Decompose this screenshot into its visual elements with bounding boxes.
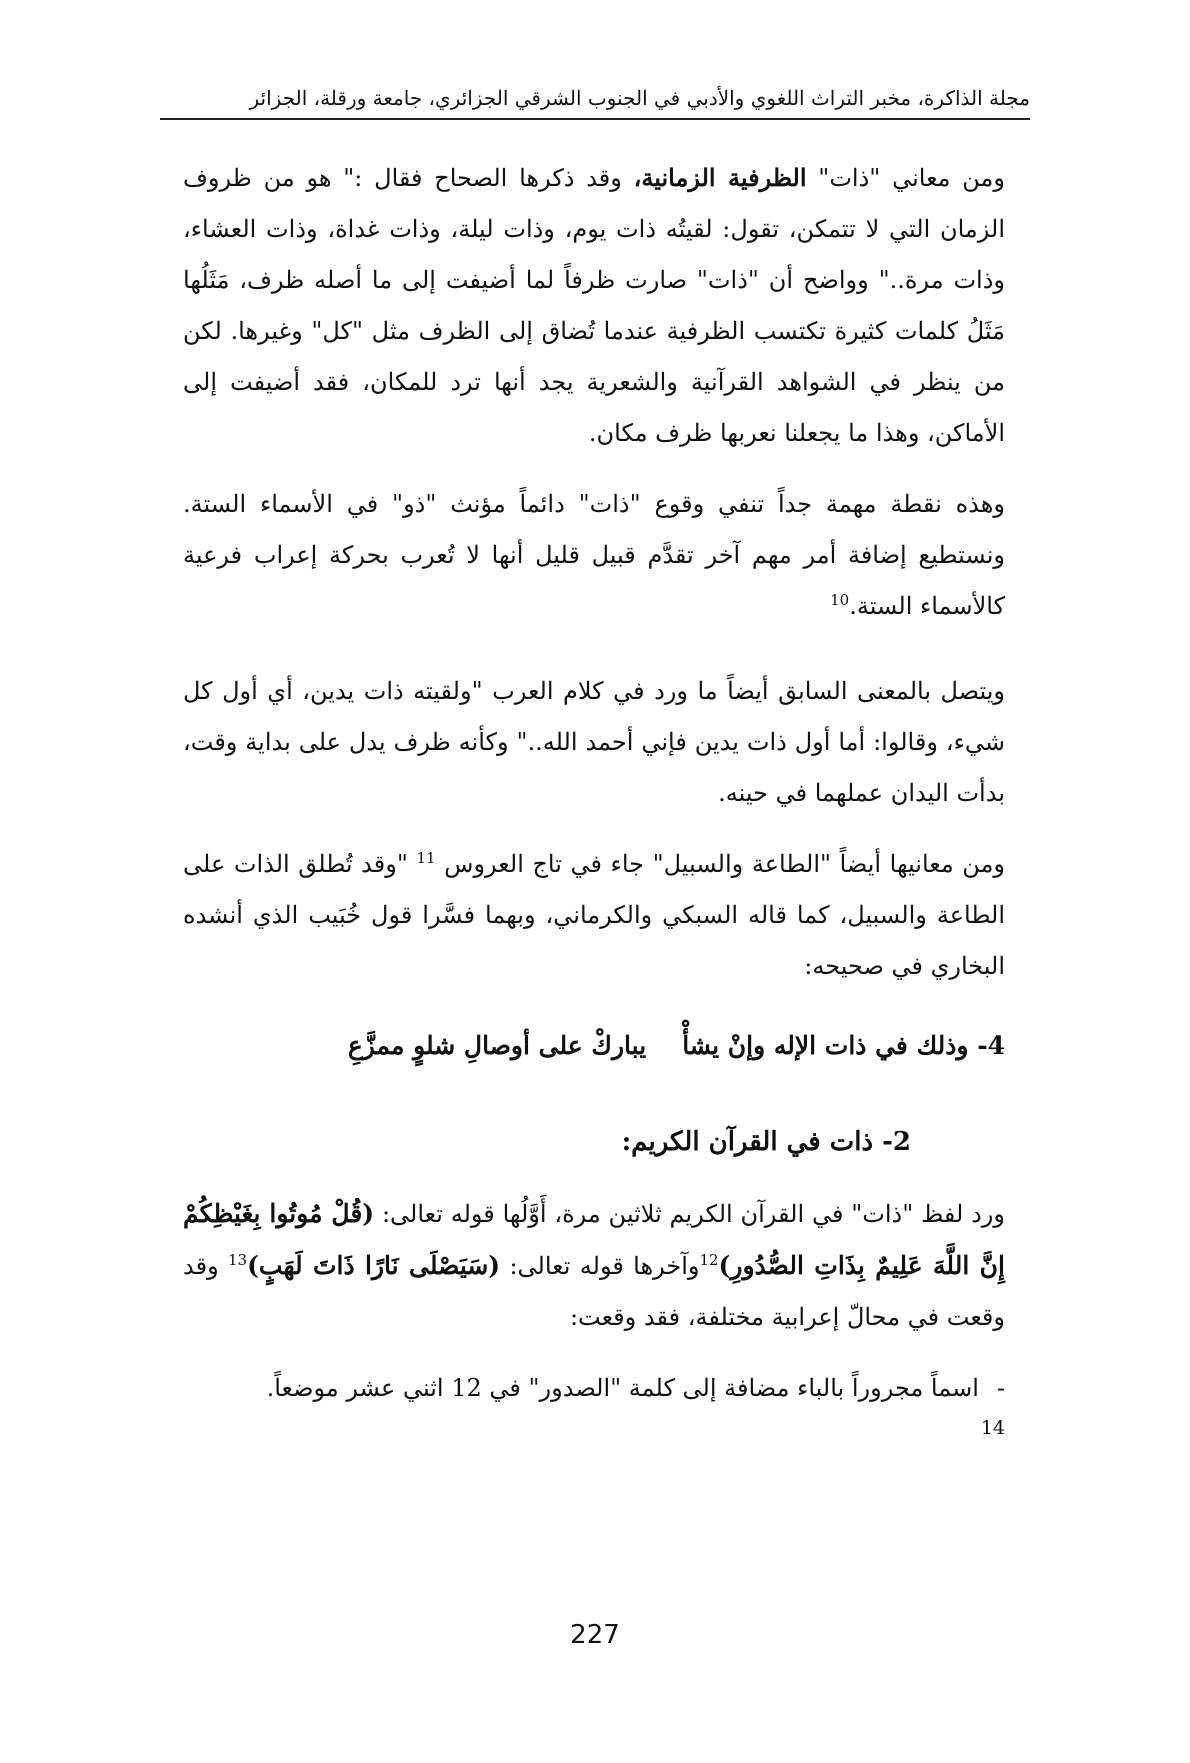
footnote-ref-10: 10 (830, 591, 850, 609)
verse-first-text: وذلك في ذات الإله وإنْ يشأْ (682, 1031, 969, 1060)
footnote-ref-11: 11 (416, 849, 436, 867)
paragraph-4 (183, 839, 1005, 992)
paragraph-1-rest: وقد ذكرها الصحاح فقال :" هو من ظروف الزمان التي لا تتمكن، تقول: لقيتُه ذات يوم، وذات ليلة، وذات غداة، وذات العشاء، وذات مرة.." وواضح أن "ذات" صارت ظرفاً لما أضيفت إلى ما أصله ظرف، مَثَلُها مَثَلُ كلمات كثيرة تكتسب الظرفية عندما تُضاق إلى الظرف مثل "كل" وغيرها. لكن من ينظر في الشواهد القرآنية والشعرية يجد أنها ترد للمكان، فقد أضيفت إلى الأماكن، وهذا ما يجعلنا نعربها ظرف مكان. (183, 164, 1005, 447)
page-number: 227 (570, 1620, 620, 1650)
paragraph-3: ويتصل بالمعنى السابق أيضاً ما ورد في كلام العرب "ولقيته ذات يدين، أي أول كل شيء، وقالوا: أما أول ذات يدين فإني أحمد الله.." وكأنه ظرف يدل على بداية وقت، بدأت اليدان عملهما في حينه. (183, 677, 1005, 807)
verse-number: 4- (977, 1031, 1005, 1060)
section-heading: 2- ذات في القرآن الكريم: (621, 1127, 911, 1157)
paragraph-1-intro: ومن معاني "ذات" (818, 164, 1005, 192)
paragraph-4-intro: ومن معانيها أيضاً "الطاعة والسبيل" جاء في تاج العروس (444, 850, 1006, 878)
paragraph-5-middle: وآخرها قوله تعالى: (509, 1252, 700, 1280)
paragraph-2-text: وهذه نقطة مهمة جداً تنفي وقوع "ذات" دائماً مؤنث "ذو" في الأسماء الستة. ونستطيع إضافة أمر مهم آخر تقدَّم قبيل قليل أنها لا تُعرب بحركة إعراب فرعية كالأسماء الستة. (183, 490, 1005, 620)
footnote-ref-14: 14 (980, 1417, 1005, 1439)
poetry-verse (183, 1020, 1005, 1071)
bullet-dash: - (996, 1374, 1005, 1402)
quran-verse-1: (قُلْ مُوتُوا بِغَيْظِكُمْ إِنَّ اللَّهَ عَلِيمٌ بِذَاتِ الصُّدُورِ) (183, 1199, 1005, 1280)
bullet-item (183, 1363, 1005, 1414)
quran-verse-2: (سَيَصْلَى نَارًا ذَاتَ لَهَبٍ) (247, 1251, 501, 1280)
highlight-term: الظرفية الزمانية، (633, 163, 807, 192)
paragraph-4-rest: "وقد تُطلق الذات على الطاعة والسبيل، كما قاله السبكي والكرماني، وبهما فسَّرا قول خُبَيب الذي أنشده البخاري في صحيحه: (183, 850, 1005, 980)
bullet-text: اسماً مجروراً بالباء مضافة إلى كلمة "الصدور" في 12 اثني عشر موضعاً. (266, 1374, 979, 1402)
paragraph-5-rest: وقد وقعت في محالّ إعرابية مختلفة، فقد وقعت: (183, 1252, 1005, 1331)
footnote-ref-13: 13 (228, 1251, 248, 1269)
verse-second-hemistich: يباركْ على أوصالِ شلوٍ ممزَّعِ (347, 1031, 647, 1060)
footnote-ref-12: 12 (699, 1251, 719, 1269)
paragraph-5-intro: ورد لفظ "ذات" في القرآن الكريم ثلاثين مرة، أَوَّلُها قوله تعالى: (381, 1200, 1005, 1228)
verse-first-hemistich (682, 1020, 1005, 1071)
paragraph-1 (183, 152, 1005, 459)
running-header: مجلة الذاكرة، مخبر التراث اللغوي والأدبي في الجنوب الشرقي الجزائري، جامعة ورقلة، الجزائر (160, 84, 1030, 120)
paragraph-5 (183, 1188, 1005, 1343)
paragraph-2 (183, 479, 1005, 632)
article-body (183, 152, 1005, 1442)
